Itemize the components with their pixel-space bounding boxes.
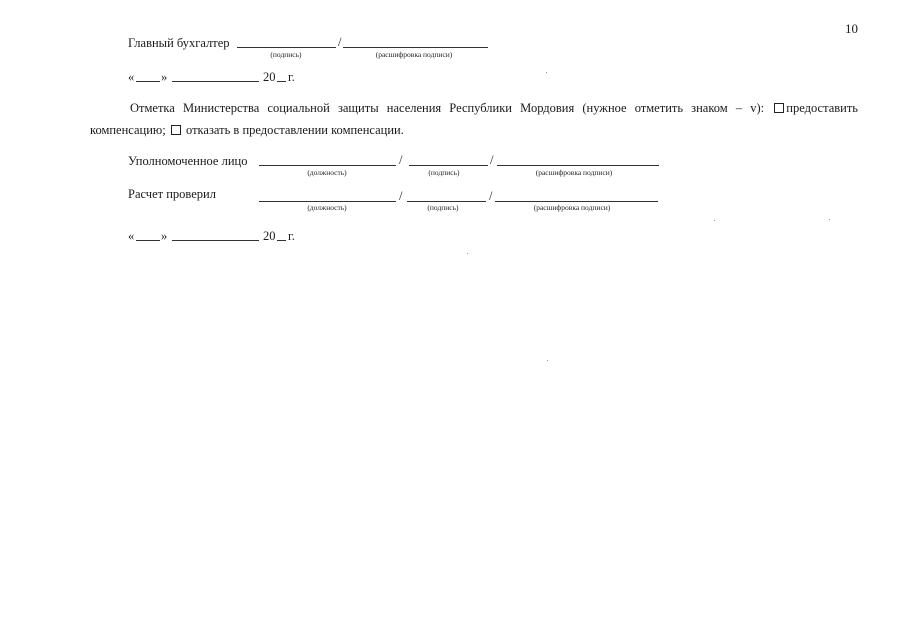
calc-decode-line[interactable] (495, 201, 658, 202)
scan-speck (547, 360, 548, 361)
authorized-signature-line[interactable] (409, 165, 488, 166)
chief-accountant-decode-caption: (расшифровка подписи) (375, 50, 453, 59)
date-1-day-line[interactable] (136, 81, 160, 82)
authorized-slash-1: / (399, 153, 403, 167)
date-2-close-quote: » (161, 229, 168, 243)
ministry-mark-text: Отметка Министерства социальной защиты населения Республики Мордовия (нужное отметить знаком – v): (130, 101, 765, 115)
chief-accountant-decode-line[interactable] (343, 47, 488, 48)
authorized-slash-2: / (490, 153, 494, 167)
calc-signature-line[interactable] (407, 201, 486, 202)
calc-position-caption: (должность) (307, 203, 347, 212)
ministry-mark-compensation: компенсацию; (90, 123, 166, 137)
date-1-year-suffix: г. (288, 70, 295, 84)
checkbox-refuse[interactable] (171, 125, 181, 135)
ministry-mark-line-1 (130, 101, 858, 115)
page-number: 10 (845, 21, 858, 36)
date-2-open-quote: « (128, 229, 135, 243)
date-2-day-line[interactable] (136, 240, 160, 241)
chief-accountant-signature-line[interactable] (237, 47, 336, 48)
calc-sign-caption: (подпись) (427, 203, 459, 212)
calc-slash-1: / (399, 189, 403, 203)
date-2-year-line[interactable] (277, 240, 286, 241)
authorized-decode-line[interactable] (497, 165, 659, 166)
date-1-year-line[interactable] (277, 81, 286, 82)
chief-accountant-sign-caption: (подпись) (270, 50, 302, 59)
authorized-person-label: Уполномоченное лицо (128, 154, 248, 168)
calc-position-line[interactable] (259, 201, 396, 202)
date-1-year-prefix: 20 (263, 70, 276, 84)
scan-speck (546, 72, 547, 73)
date-1-open-quote: « (128, 70, 135, 84)
date-2-year-prefix: 20 (263, 229, 276, 243)
scan-speck (467, 253, 468, 254)
date-2-year-suffix: г. (288, 229, 295, 243)
calc-decode-caption: (расшифровка подписи) (533, 203, 611, 212)
calc-checked-label: Расчет проверил (128, 187, 216, 201)
scan-speck (829, 219, 830, 220)
checkbox-provide[interactable] (774, 103, 784, 113)
authorized-position-line[interactable] (259, 165, 396, 166)
ministry-option-refuse: отказать в предоставлении компенсации. (185, 123, 404, 137)
authorized-sign-caption: (подпись) (428, 168, 460, 177)
date-1-month-line[interactable] (172, 81, 259, 82)
authorized-position-caption: (должность) (307, 168, 347, 177)
ministry-mark-line-2 (90, 123, 404, 137)
chief-accountant-label: Главный бухгалтер (128, 36, 230, 50)
ministry-option-provide: предоставить (786, 101, 858, 115)
date-2-month-line[interactable] (172, 240, 259, 241)
date-1-close-quote: » (161, 70, 168, 84)
scan-speck (714, 220, 715, 221)
calc-slash-2: / (489, 189, 493, 203)
chief-accountant-slash: / (338, 35, 342, 49)
authorized-decode-caption: (расшифровка подписи) (535, 168, 613, 177)
